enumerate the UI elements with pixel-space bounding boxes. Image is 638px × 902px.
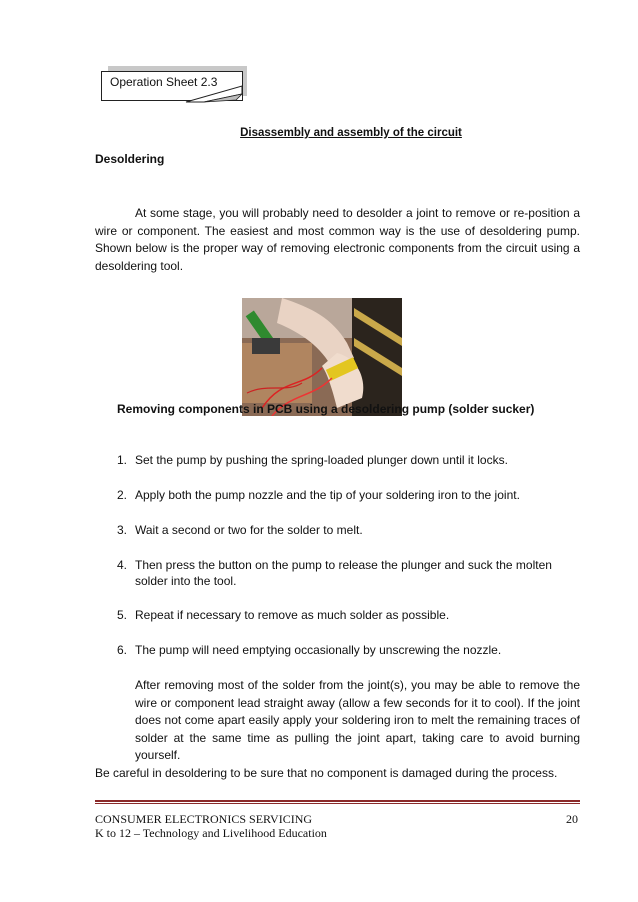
list-item: 4. Then press the button on the pump to release the plunger and suck the molten solder into the tool. [117, 558, 552, 588]
footer-rule-thin [95, 803, 580, 804]
footer-program-title: K to 12 – Technology and Livelihood Education [95, 826, 327, 840]
page-fold-icon [184, 84, 244, 104]
footer-rule [95, 800, 580, 802]
page-number: 20 [566, 812, 578, 826]
desoldering-photo [242, 298, 402, 416]
list-item: 6. The pump will need emptying occasionally by unscrewing the nozzle. [117, 643, 502, 657]
list-item: 2. Apply both the pump nozzle and the tip of your soldering iron to the joint. [117, 488, 520, 502]
closing-paragraph: Be careful in desoldering to be sure that no component is damaged during the process. [95, 766, 558, 780]
after-removal-paragraph: After removing most of the solder from the joint(s), you may be able to remove the wire or component lead straight away (allow a few seconds for it to cool). If the joint does not come apart easily apply your soldering iron to melt the remaining traces of solder at the same time as pulling the joint apart, taking care to avoid burning yourself. [135, 678, 580, 762]
list-item: 3. Wait a second or two for the solder to melt. [117, 523, 363, 537]
operation-sheet-label: Operation Sheet 2.3 [110, 75, 218, 89]
list-item: 1. Set the pump by pushing the spring-loaded plunger down until it locks. [117, 453, 508, 467]
list-item: 5. Repeat if necessary to remove as much solder as possible. [117, 608, 450, 622]
footer-course-title: CONSUMER ELECTRONICS SERVICING [95, 812, 313, 826]
section-heading: Desoldering [95, 152, 165, 166]
intro-paragraph: At some stage, you will probably need to desolder a joint to remove or re-position a wire or component. The easiest and most common way is the use of desoldering pump. Shown below is the proper way of removing electronic components from the circuit using a desoldering tool. [95, 206, 580, 273]
page-title: Disassembly and assembly of the circuit [240, 127, 462, 139]
photo-caption: Removing components in PCB using a desoldering pump (solder sucker) [117, 402, 535, 416]
